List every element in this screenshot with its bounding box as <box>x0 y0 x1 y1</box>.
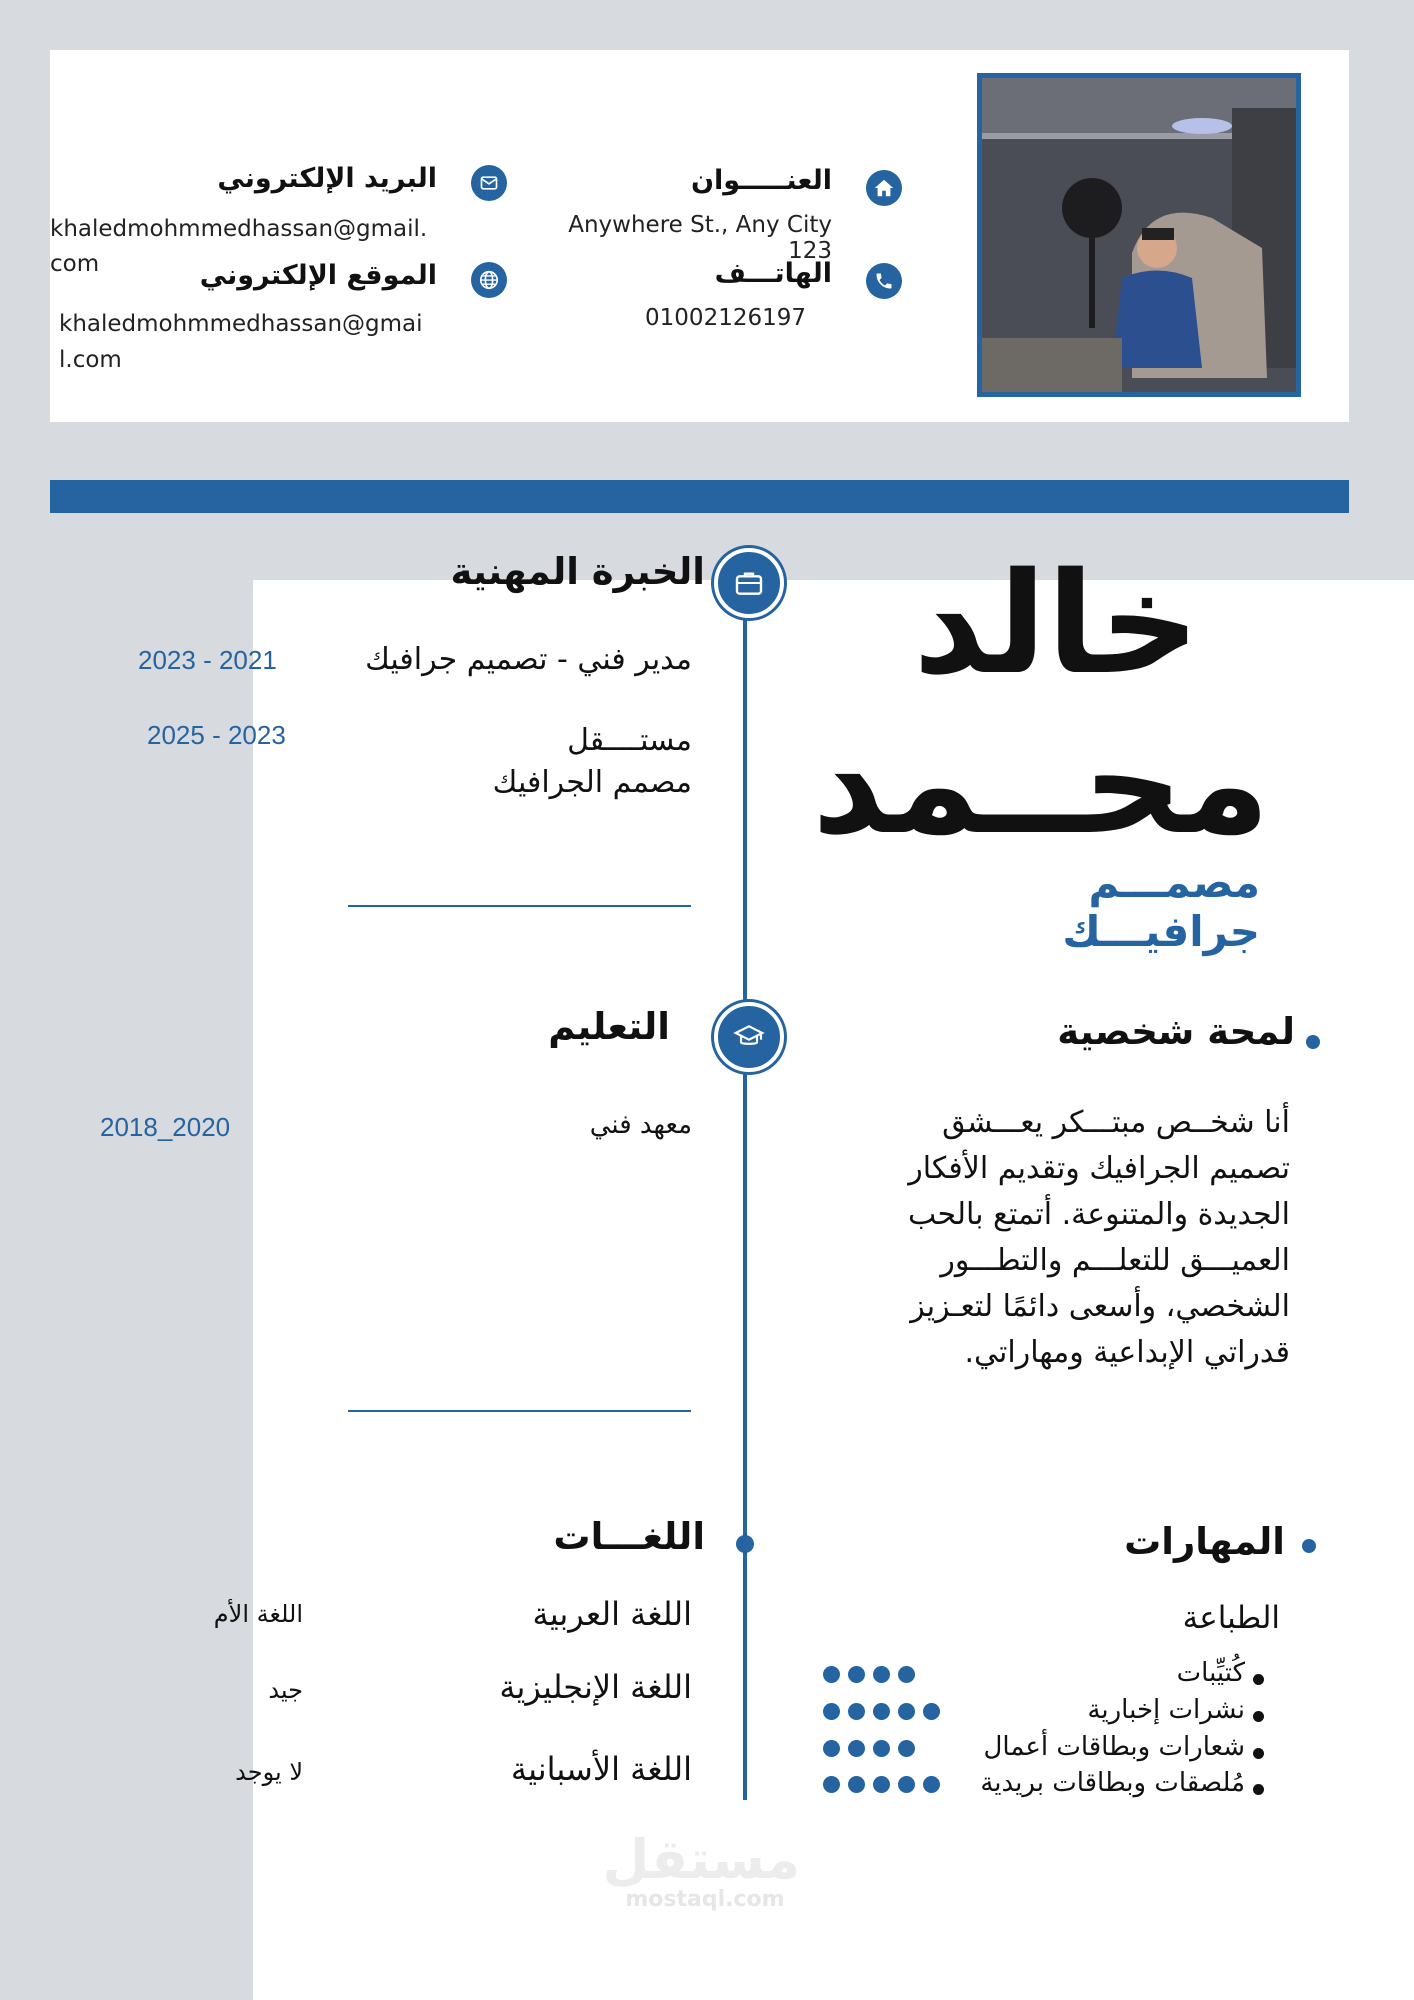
profile-photo-illustration <box>982 78 1296 392</box>
section-bullet <box>1306 1035 1320 1049</box>
website-value: khaledmohmmedhassan@gmail.com <box>59 311 423 373</box>
education-school: معهد فني <box>589 1110 692 1140</box>
rating-dot <box>823 1740 840 1757</box>
divider <box>348 1410 691 1412</box>
about-text: أنا شخــص مبتـــكر يعـــشق تصميم الجرافيك وتقديم الأفكار الجديدة والمتنوعة. أتمتع بالحب العميـــق للتعلـــم والتطـــور الشخصي، وأسعى دائمًا لتعـزيز قدراتي الإبداعية ومهاراتي. <box>908 1105 1290 1370</box>
experience-years-1: 2023 - 2021 <box>138 645 277 675</box>
rating-dot <box>923 1703 940 1720</box>
experience-role-1: مدير فني - تصميم جرافيك <box>365 642 692 677</box>
rating-dot <box>923 1776 940 1793</box>
languages-title: اللغـــات <box>553 1515 705 1558</box>
rating-dot <box>848 1666 865 1683</box>
graduation-cap-icon <box>714 1002 784 1072</box>
skill-rating <box>823 1703 940 1720</box>
education-years: 2018_2020 <box>100 1112 231 1142</box>
list-bullet <box>1253 1711 1264 1722</box>
about-title: لمحة شخصية <box>1057 1010 1295 1053</box>
language-level-3: لا يوجد <box>235 1758 303 1786</box>
timeline-dot <box>736 1535 754 1553</box>
skill-rating <box>823 1666 915 1683</box>
language-name-3: اللغة الأسبانية <box>510 1750 692 1788</box>
rating-dot <box>823 1776 840 1793</box>
rating-dot <box>898 1666 915 1683</box>
email-icon <box>471 165 507 201</box>
email-value: khaledmohmmedhassan@gmail.com <box>50 216 428 277</box>
language-name-2: اللغة الإنجليزية <box>499 1668 692 1706</box>
skill-rating <box>823 1776 940 1793</box>
language-level-1: اللغة الأم <box>213 1600 303 1628</box>
watermark-logo: مستقل <box>602 1828 800 1891</box>
rating-dot <box>823 1666 840 1683</box>
briefcase-icon <box>714 548 784 618</box>
list-bullet <box>1253 1674 1264 1685</box>
experience-years-2: 2025 - 2023 <box>147 720 286 750</box>
address-value: Anywhere St., Any City 123 <box>568 212 832 264</box>
skill-name: شعارات وبطاقات أعمال <box>983 1732 1245 1762</box>
rating-dot <box>873 1776 890 1793</box>
last-name: محــمد <box>811 703 1270 866</box>
first-name: خالد <box>913 543 1200 706</box>
rating-dot <box>848 1703 865 1720</box>
rating-dot <box>873 1666 890 1683</box>
language-name-1: اللغة العربية <box>532 1595 692 1633</box>
website-label: الموقع الإلكتروني <box>199 260 437 291</box>
rating-dot <box>873 1740 890 1757</box>
skills-subtitle: الطباعة <box>1182 1600 1280 1636</box>
address-label: العنـــــوان <box>690 165 832 196</box>
language-level-2: جيد <box>268 1676 303 1704</box>
skill-name: كُتيِّبات <box>1176 1658 1245 1688</box>
accent-bar <box>50 480 1349 513</box>
phone-icon <box>866 263 902 299</box>
rating-dot <box>873 1703 890 1720</box>
rating-dot <box>848 1776 865 1793</box>
phone-label: الهاتـــف <box>714 258 832 289</box>
rating-dot <box>898 1703 915 1720</box>
timeline-line <box>743 578 747 1800</box>
rating-dot <box>823 1703 840 1720</box>
watermark-url: mostaql.com <box>625 1887 785 1912</box>
skill-name: نشرات إخبارية <box>1087 1695 1245 1725</box>
list-bullet <box>1253 1748 1264 1759</box>
list-bullet <box>1253 1784 1264 1795</box>
divider <box>348 905 691 907</box>
education-title: التعليم <box>548 1005 670 1048</box>
email-label: البريد الإلكتروني <box>217 163 437 194</box>
skill-rating <box>823 1740 915 1757</box>
section-bullet <box>1302 1539 1316 1553</box>
phone-value: 01002126197 <box>645 305 806 331</box>
rating-dot <box>848 1740 865 1757</box>
experience-title: الخبرة المهنية <box>450 550 705 593</box>
skill-name: مُلصقات وبطاقات بريدية <box>980 1768 1245 1798</box>
skills-title: المهارات <box>1124 1520 1285 1563</box>
profile-photo <box>977 73 1301 397</box>
rating-dot <box>898 1776 915 1793</box>
experience-role-2: مستــــقل مصمم الجرافيك <box>492 723 692 800</box>
home-icon <box>866 170 902 206</box>
globe-icon <box>471 262 507 298</box>
rating-dot <box>898 1740 915 1757</box>
job-title: مصمـــم جرافيـــك <box>1062 858 1260 956</box>
